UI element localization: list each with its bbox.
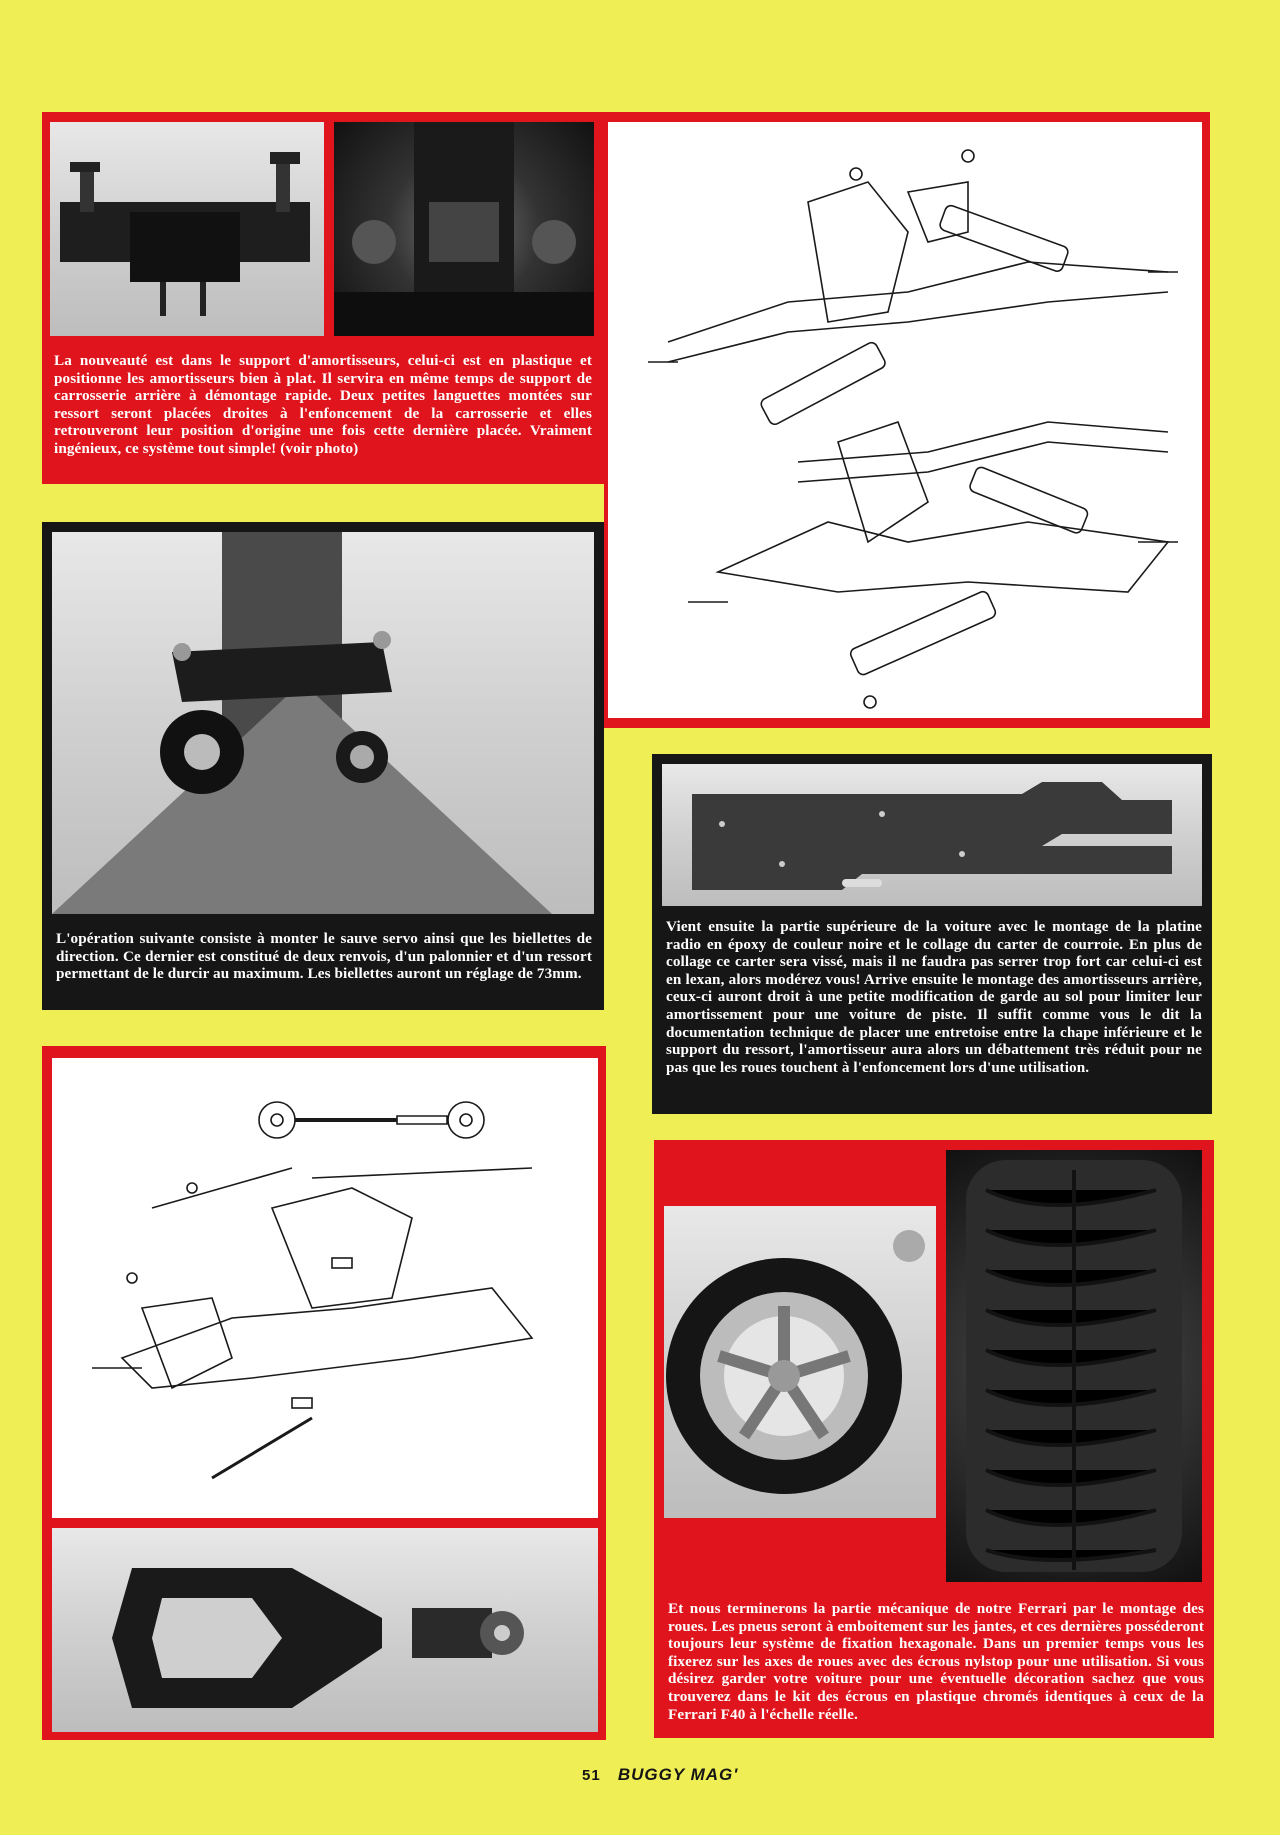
- page-footer: [582, 1765, 738, 1785]
- upper-deck-caption: Vient ensuite la partie supérieure de la voiture avec le montage de la platine radio en époxy de couleur noire et le collage du carter de courroie. En plus de collage ce carter sera vissé, mais il ne faudra pas serrer trop fort car celui-ci est en lexan, alors modérez vous! Arrive ensuite le montage des amortisseurs arrière, ceux-ci auront droit à une petite modification de garde au sol pour limiter leur amortissement pour une voiture de piste. Il suffit comme vous le dit la documentation technique de placer une entretoise entre la chape inférieure et le support du ressort, l'amortisseur aura alors un débattement très réduit pour ne pas que les roues touchent à l'enfoncement lors d'une utilisation.: [666, 918, 1202, 1076]
- shock-mount-caption: La nouveauté est dans le support d'amortisseurs, celui-ci est en plastique et positionne les amortisseurs bien à plat. Il servira en même temps de support de carrosserie arrière à démontage rapide. Deux petites languettes montées sur ressort seront placées droites à l'enfoncement de la carrosserie et elles retrouveront leur position d'origine une fois cette dernière placée. Vraiment ingénieux, ce système tout simple! (voir photo): [54, 352, 592, 457]
- wheel-rim-photo: [664, 1206, 936, 1518]
- suspension-arm-photo: [52, 1528, 598, 1732]
- servo-saver-photo: [52, 532, 594, 914]
- shock-mount-photo: [50, 122, 324, 336]
- front-assembly-drawing: [52, 1058, 598, 1518]
- tyre-tread-photo: [946, 1150, 1202, 1582]
- chassis-rear-photo: [334, 122, 594, 336]
- magazine-name: BUGGY MAG': [617, 1765, 739, 1784]
- upper-deck-photo: [662, 764, 1202, 906]
- page-number: 51: [582, 1767, 601, 1784]
- wheels-caption: Et nous terminerons la partie mécanique de notre Ferrari par le montage des roues. Les pneus seront à emboitement sur les jantes, et ces dernières posséderont toujours leur système de fixation hexagonale. Dans un premier temps vous les fixerez sur les axes de roues avec des écrous nylstop pour une utilisation. Si vous désirez garder votre voiture pour une éventuelle décoration sachez que vous trouverez dans le kit des écrous en plastique chromés identiques à ceux de la Ferrari F40 à l'échelle réelle.: [668, 1600, 1204, 1723]
- servo-saver-caption: L'opération suivante consiste à monter le sauve servo ainsi que les biellettes de direction. Ce dernier est constitué de deux renvois, d'un palonnier et d'un ressort permettant de le durcir au maximum. Les biellettes auront un réglage de 73mm.: [56, 930, 592, 983]
- rear-assembly-drawing: [608, 122, 1202, 718]
